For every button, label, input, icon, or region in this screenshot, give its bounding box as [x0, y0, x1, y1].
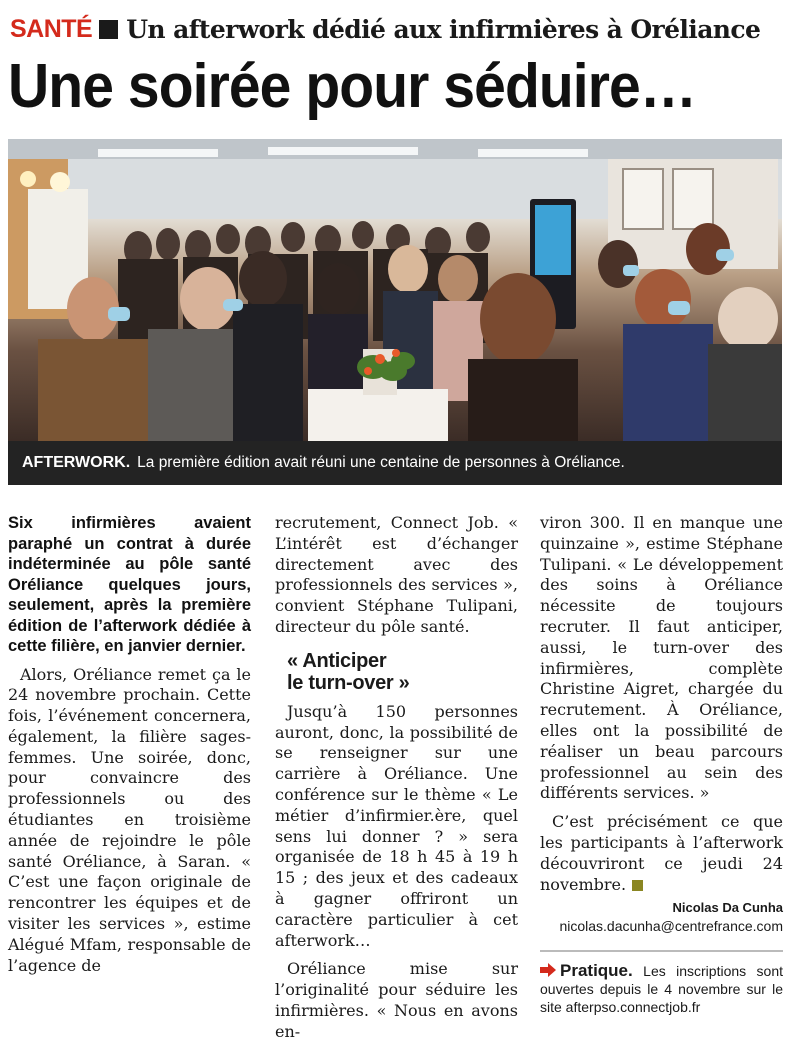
article-paragraph: Alors, Oréliance remet ça le 24 novembre prochain. Cette fois, l’événement concernera, également, la filière sages-femmes. Une soirée, donc, pour convaincre des professionnels ou des étudiantes en troisième année de rejoindre le pôle santé Oréliance, à Saran. « C’est une façon originale de rencontrer les équipes et de visiter les services », estime Alégué Mfam, responsable de l’agence de: [8, 664, 251, 975]
intertitle: [287, 650, 518, 694]
author-email[interactable]: nicolas.dacunha@centrefrance.com: [559, 918, 783, 934]
section-category: SANTÉ: [10, 14, 93, 43]
article-kicker: [10, 12, 760, 46]
caption-text: La première édition avait réuni une centaine de personnes à Oréliance.: [137, 454, 625, 471]
article-paragraph: Jusqu’à 150 personnes auront, donc, la possibilité de se renseigner sur une carrière à Oréliance. Une conférence sur le thème « Le métier d’infirmier.ère, quel sens lui donner ? » sera organisée de 18 h 45 à 19 h 15 ; des jeux et des cadeaux à gagner offriront un caractère particulier à cet afterwork…: [275, 701, 518, 950]
article-column-3: [540, 513, 783, 895]
intertitle-line: « Anticiper: [287, 649, 387, 672]
article-paragraph: viron 300. Il en manque une quinzaine », estime Stéphane Tulipani. « Le développement des soins à Oréliance nécessite de toujours recruter. Il faut anticiper, aussi, le turn-over des infirmières, complète Christine Aigret, chargée du recrutement. À Oréliance, elles ont la possibilité de réaliser un beau parcours professionnel au sein des différents services. »: [540, 513, 783, 803]
practical-label: Pratique.: [560, 961, 633, 980]
photo-caption: [8, 441, 782, 485]
intertitle-line: le turn-over »: [287, 671, 410, 694]
separator: [540, 950, 783, 952]
end-of-article-icon: [632, 880, 643, 891]
article-headline: Une soirée pour séduire…: [8, 52, 696, 121]
article-paragraph: recrutement, Connect Job. « L’intérêt est d’échanger directement avec des professionnels des services », convient Stéphane Tulipani, directeur du pôle santé.: [275, 513, 518, 636]
caption-lead: AFTERWORK.: [22, 454, 131, 471]
event-photo: [8, 139, 782, 441]
author-name: Nicolas Da Cunha: [672, 900, 783, 915]
photo-illustration: [8, 139, 782, 441]
article-column-1: [8, 513, 251, 976]
article-paragraph-final: [540, 812, 783, 895]
article-paragraph: Oréliance mise sur l’originalité pour séduire les infirmières. « Nous en avons en-: [275, 959, 518, 1041]
practical-text: Les inscriptions sont ouvertes depuis le 4 novembre sur le site afterpso.connectjob.fr: [540, 963, 784, 1015]
article-column-2: [275, 513, 518, 1043]
kicker-subtitle: Un afterwork dédié aux infirmières à Oréliance: [126, 14, 761, 44]
square-bullet-icon: [99, 20, 118, 39]
red-arrow-icon: [540, 962, 556, 978]
practical-info: [540, 962, 783, 1016]
final-text: C’est précisément ce que les participants à l’afterwork découvriront ce jeudi 24 novembre.: [540, 812, 783, 894]
article-chapo: Six infirmières avaient paraphé un contrat à durée indéterminée au pôle santé Oréliance quelques jours, seulement, après la première édition de l’afterwork dédiée à cette filière, en janvier dernier.: [8, 514, 251, 655]
